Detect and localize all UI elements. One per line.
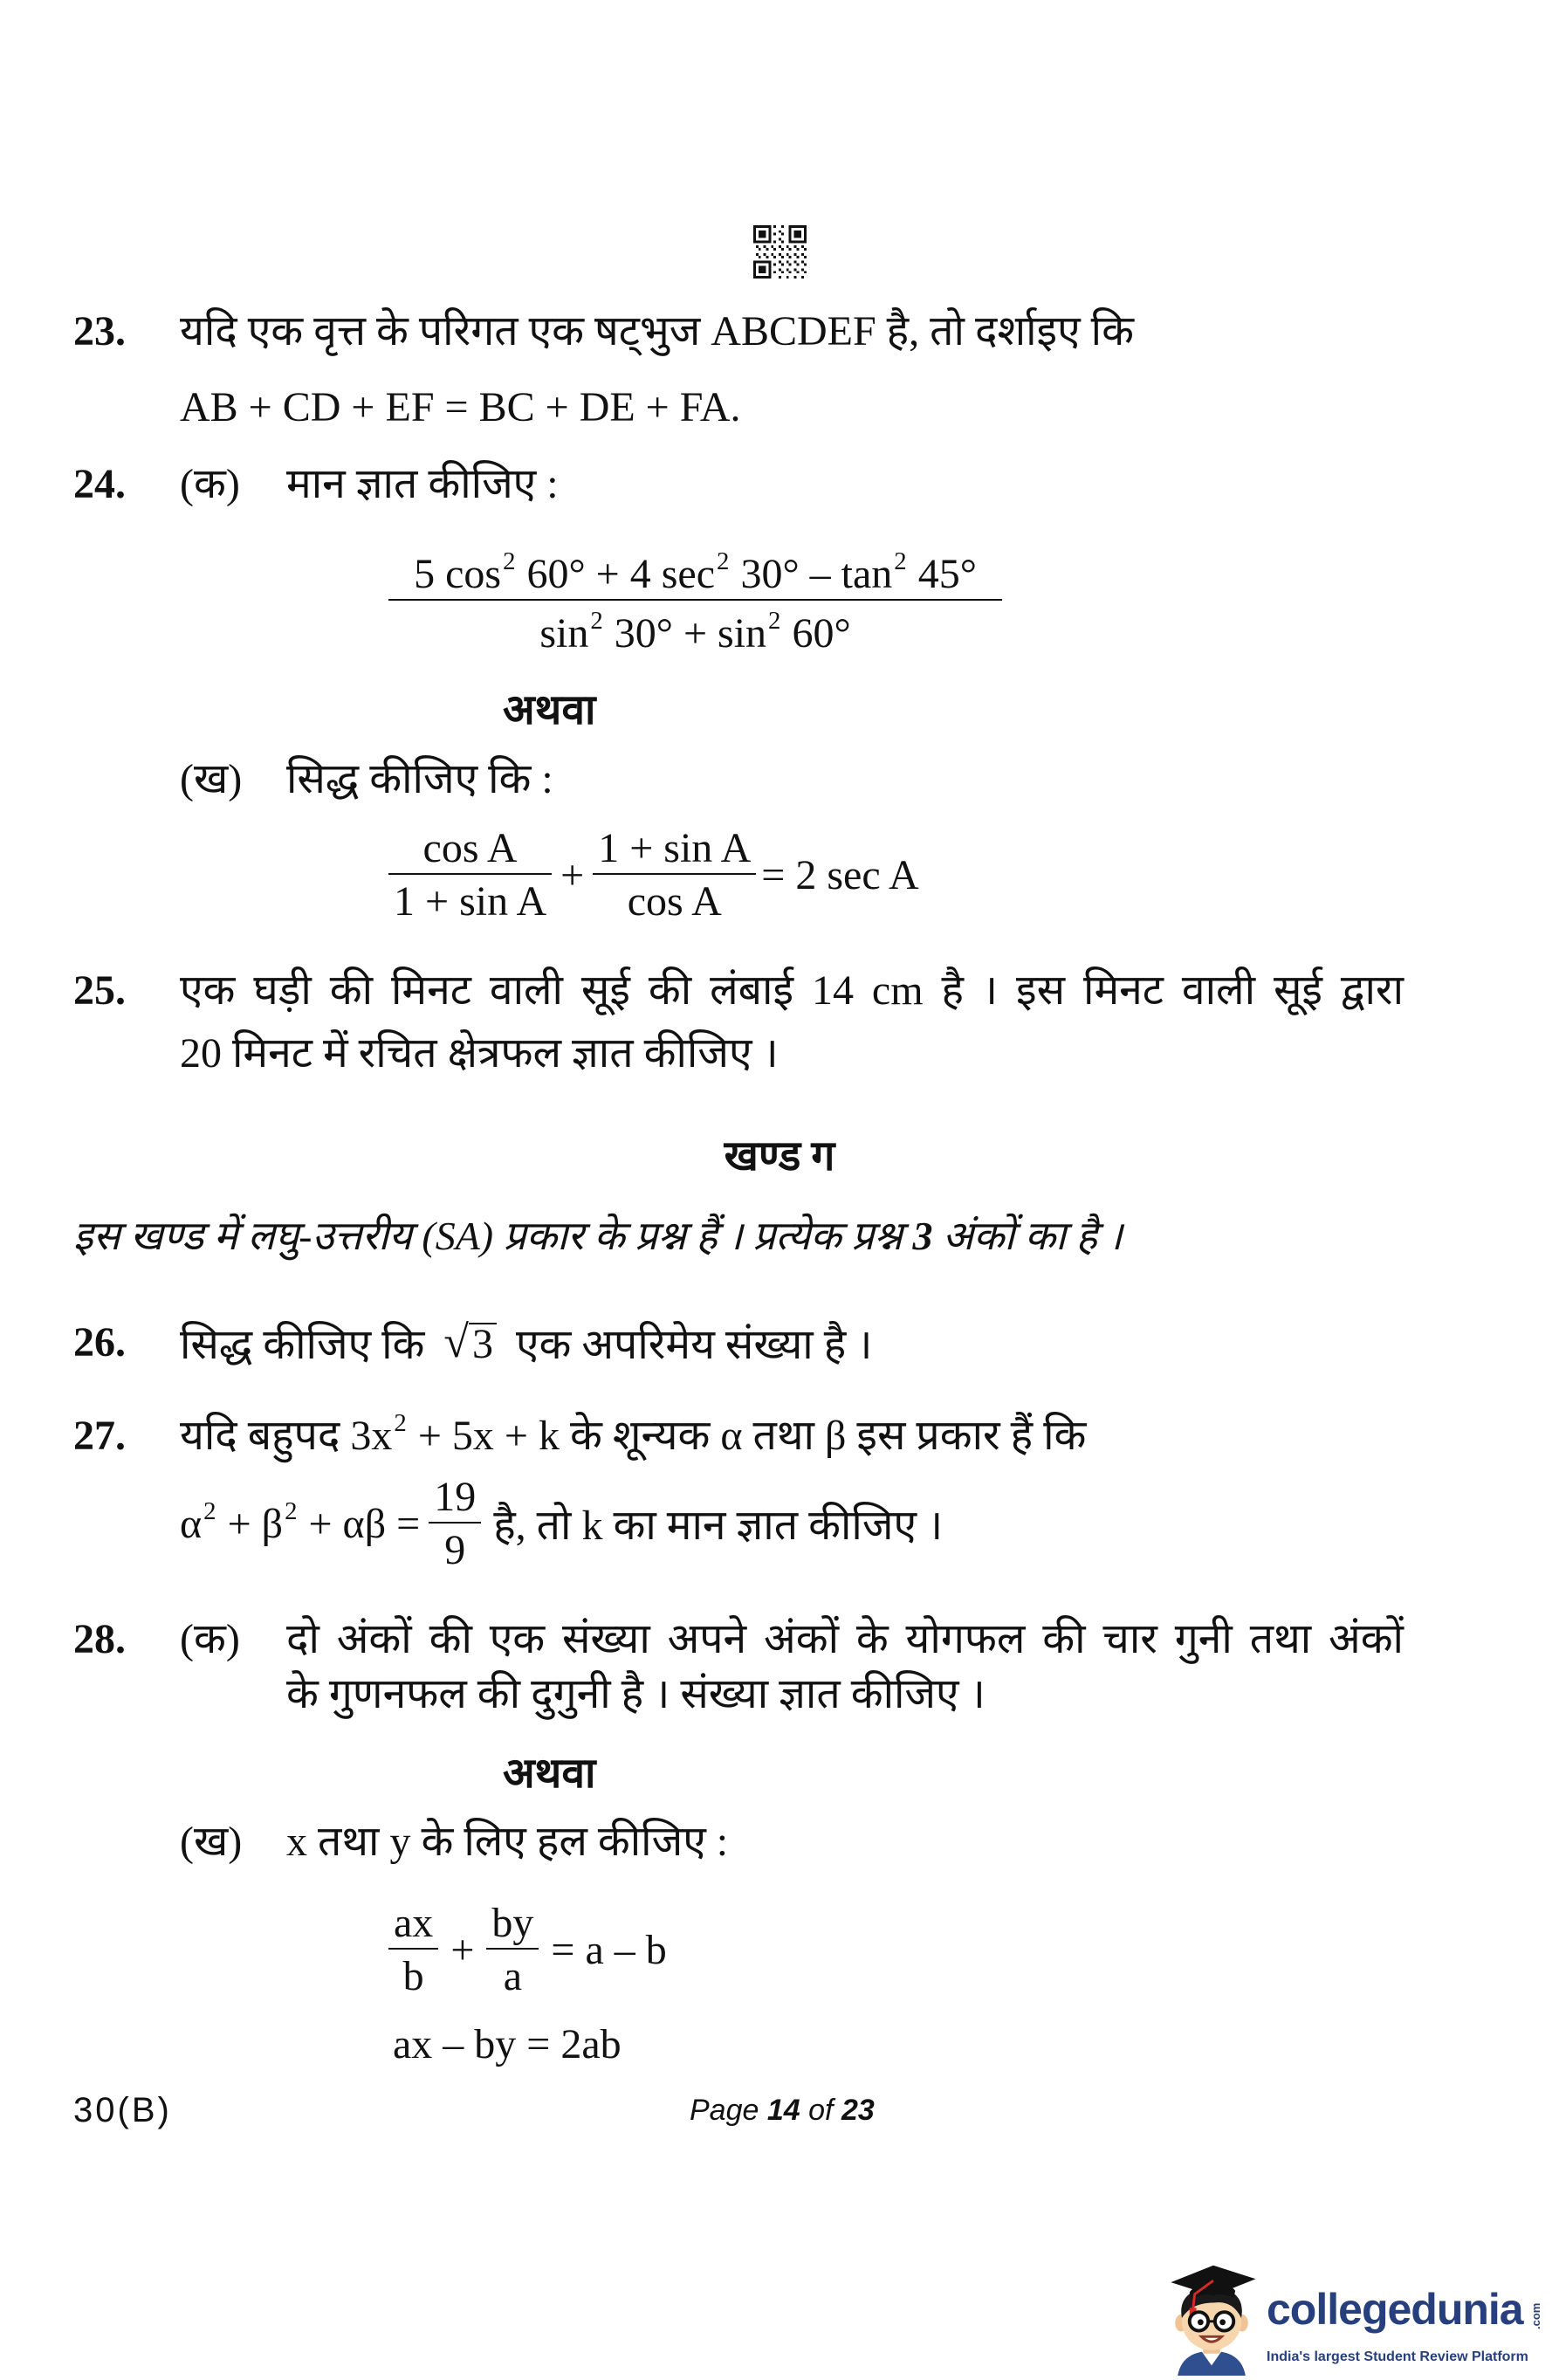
fraction-denominator: a: [503, 1952, 523, 1999]
exponent: 2: [590, 607, 603, 636]
question-28b-equation-2: ax – by = 2ab: [393, 2021, 622, 2067]
or-separator: अथवा: [503, 687, 596, 733]
page-number: 14: [766, 2094, 800, 2127]
question-27-text-line-1: [180, 1411, 1402, 1462]
denominator-term: 60°: [781, 610, 851, 657]
question-24a-fraction: [388, 548, 1002, 667]
question-27-condition: [180, 1469, 943, 1579]
text-segment: यदि बहुपद 3x: [180, 1413, 393, 1459]
fraction: [593, 822, 756, 929]
text-segment: + αβ =: [298, 1501, 421, 1547]
part-label-a: (क): [180, 461, 240, 507]
exponent: 2: [285, 1497, 298, 1526]
qr-finder-top-right: [789, 225, 807, 243]
fraction-denominator: b: [402, 1952, 424, 1999]
text-segment: + β: [216, 1501, 284, 1547]
exponent: 2: [768, 607, 781, 636]
or-separator: अथवा: [503, 1751, 596, 1797]
text-segment: + 5x + k के शून्यक α तथा β इस प्रकार हैं कि: [407, 1413, 1087, 1459]
question-28a-text-line-1: दो अंकों की एक संख्या अपने अंकों के योगफल की चार गुनी तथा अंकों: [286, 1616, 1404, 1662]
question-23-text: यदि एक वृत्त के परिगत एक षट्भुज ABCDEF है, तो दर्शाइए कि: [180, 308, 1134, 354]
question-24a-denominator: [388, 601, 1002, 667]
question-number-23: 23.: [73, 308, 126, 354]
radicand: 3: [469, 1323, 497, 1365]
question-26-text-after: एक अपरिमेय संख्या है ।: [515, 1321, 873, 1368]
qr-code-graphic: [753, 225, 807, 279]
question-number-26: 26.: [73, 1319, 126, 1365]
question-28b-prompt: x तथा y के लिए हल कीजिए :: [286, 1819, 729, 1865]
fraction-denominator: 1 + sin A: [394, 877, 547, 925]
question-26-text: [180, 1317, 1402, 1368]
radical-sign: √: [443, 1317, 469, 1367]
section-instruction: [73, 1211, 1487, 1262]
exponent: 2: [717, 547, 730, 576]
question-25-text-line-1: एक घड़ी की मिनट वाली सूई की लंबाई 14 cm है । इस मिनट वाली सूई द्वारा: [180, 967, 1404, 1014]
square-root: [443, 1317, 497, 1368]
paper-code: 30(B): [73, 2091, 172, 2129]
question-28a-text-line-2: के गुणनफल की दुगुनी है । संख्या ज्ञात कीजिए ।: [286, 1671, 986, 1717]
part-label-a: (क): [180, 1616, 240, 1662]
question-24b-equation: [388, 821, 919, 930]
instruction-marks: 3: [912, 1214, 933, 1258]
numerator-term: 5 cos: [414, 551, 502, 597]
mascot-graphic: [1160, 2257, 1263, 2376]
question-26-text-before: सिद्ध कीजिए कि: [180, 1321, 425, 1368]
brand-name: collegedunia: [1267, 2285, 1523, 2334]
part-label-b: (ख): [180, 1819, 243, 1865]
page-indicator: [690, 2085, 875, 2136]
fraction-denominator: 9: [444, 1526, 466, 1573]
page-label: Page: [690, 2094, 759, 2127]
instruction-text: अंकों का है ।: [932, 1214, 1123, 1258]
condition-lhs: [180, 1497, 421, 1548]
text-segment: α: [180, 1501, 203, 1547]
plus-sign: +: [560, 852, 585, 898]
fraction: [486, 1897, 539, 2004]
exponent: 2: [894, 547, 907, 576]
denominator-term: sin: [539, 610, 589, 657]
question-28b-equation-1: [388, 1895, 667, 2005]
fraction: [429, 1471, 481, 1578]
page-of: of: [808, 2094, 834, 2127]
numerator-term: 30° – tan: [730, 551, 893, 597]
equation-rhs: = 2 sec A: [761, 852, 919, 898]
instruction-text: इस खण्ड में लघु-उत्तरीय (SA) प्रकार के प्रश्न हैं । प्रत्येक प्रश्न: [73, 1214, 913, 1258]
fraction-numerator: 1 + sin A: [593, 822, 756, 875]
qr-finder-bottom-left: [753, 261, 771, 279]
question-number-25: 25.: [73, 967, 126, 1014]
question-24a-numerator: [388, 548, 1002, 601]
equation-rhs: = a – b: [551, 1927, 667, 1973]
numerator-term: 45°: [907, 551, 977, 597]
fraction-numerator: by: [486, 1897, 539, 1950]
brand-domain: .com: [1529, 2302, 1542, 2329]
exponent: 2: [394, 1409, 407, 1438]
qr-code-icon: [753, 225, 807, 279]
exponent: 2: [203, 1497, 216, 1526]
question-23-equation: AB + CD + EF = BC + DE + FA.: [180, 384, 741, 430]
question-24b-prompt: सिद्ध कीजिए कि :: [286, 756, 553, 802]
fraction-numerator: cos A: [388, 822, 552, 875]
question-number-28: 28.: [73, 1616, 126, 1662]
qr-finder-top-left: [753, 225, 771, 243]
fraction-numerator: 19: [429, 1471, 481, 1524]
page-total: 23: [841, 2094, 875, 2127]
plus-sign: +: [450, 1927, 475, 1973]
question-25-text-line-2: 20 मिनट में रचित क्षेत्रफल ज्ञात कीजिए ।: [180, 1030, 779, 1077]
question-number-27: 27.: [73, 1413, 126, 1459]
fraction: [388, 822, 552, 929]
denominator-term: 30° + sin: [603, 610, 767, 657]
question-number-24: 24.: [73, 461, 126, 507]
brand-tagline: India's largest Student Review Platform: [1267, 2349, 1528, 2364]
numerator-term: 60° + 4 sec: [516, 551, 716, 597]
part-label-b: (ख): [180, 756, 243, 802]
graduate-mascot-icon: [1160, 2257, 1263, 2376]
section-title: खण्ड ग: [724, 1133, 835, 1180]
fraction-numerator: ax: [388, 1897, 438, 1950]
question-27-text-line-2: है, तो k का मान ज्ञात कीजिए ।: [493, 1503, 944, 1549]
fraction-denominator: cos A: [627, 877, 722, 925]
question-24a-prompt: मान ज्ञात कीजिए :: [286, 461, 559, 507]
exponent: 2: [503, 547, 516, 576]
fraction: [388, 1897, 438, 2004]
